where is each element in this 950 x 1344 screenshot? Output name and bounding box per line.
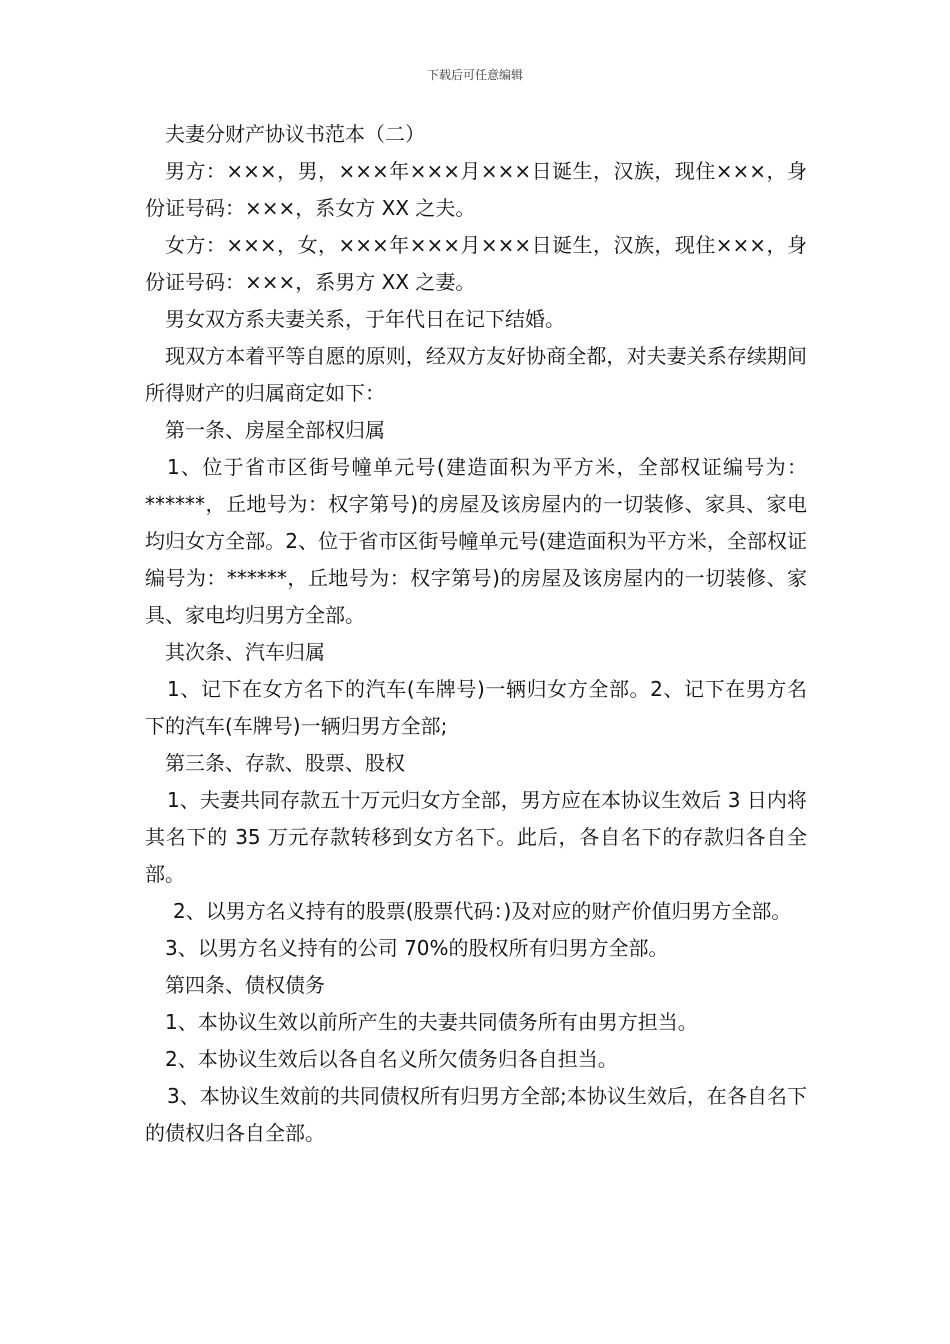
- article-3-clause-2: 2、以男方名义持有的股票(股票代码：)及对应的财产价值归男方全部。: [173, 899, 792, 923]
- article-4-clause-1: 1、本协议生效以前所产生的夫妻共同债务所有由男方担当。: [165, 1010, 698, 1034]
- document-title: 夫妻分财产协议书范本（二）: [165, 122, 425, 146]
- paragraph-wife: 女方：×××，女，×××年×××月×××日诞生，汉族，现住×××，身份证号码：×××，系男方 XX 之妻。: [145, 233, 807, 294]
- article-1-clause: 1、位于省市区街号幢单元号(建造面积为平方米，全部权证编号为：******，丘地号为：权字第号)的房屋及该房屋内的一切装修、家具、家电均归女方全部。2、位于省市区街号幢单元号(建造面积为平方米，全部权证编号为：******，丘地号为：权字第号)的房屋及该房屋内的一切装修、家具、家电均归男方全部。: [145, 455, 807, 627]
- article-2-clause: 1、记下在女方名下的汽车(车牌号)一辆归女方全部。2、记下在男方名下的汽车(车牌号)一辆归男方全部;: [145, 677, 807, 738]
- article-2-heading: 其次条、汽车归属: [165, 640, 325, 664]
- article-3-heading: 第三条、存款、股票、股权: [165, 751, 405, 775]
- paragraph-preamble: 现双方本着平等自愿的原则，经双方友好协商全都，对夫妻关系存续期间所得财产的归属商定如下：: [145, 344, 807, 405]
- page-header: 下载后可任意编辑: [426, 68, 523, 82]
- article-4-clause-2: 2、本协议生效后以各自名义所欠债务归各自担当。: [165, 1047, 618, 1071]
- document-body: [145, 116, 807, 1152]
- article-1-heading: 第一条、房屋全部权归属: [165, 418, 385, 442]
- article-4-heading: 第四条、债权债务: [165, 973, 325, 997]
- article-4-clause-3: 3、本协议生效前的共同债权所有归男方全部;本协议生效后，在各自名下的债权归各自全部。: [145, 1084, 807, 1145]
- article-3-clause-1: 1、夫妻共同存款五十万元归女方全部，男方应在本协议生效后 3 日内将其名下的 35 万元存款转移到女方名下。此后，各自名下的存款归各自全部。: [145, 788, 807, 886]
- paragraph-marriage: 男女双方系夫妻关系，于年代日在记下结婚。: [165, 307, 565, 331]
- paragraph-husband: 男方：×××，男，×××年×××月×××日诞生，汉族，现住×××，身份证号码：×××，系女方 XX 之夫。: [145, 159, 807, 220]
- article-3-clause-3: 3、以男方名义持有的公司 70%的股权所有归男方全部。: [165, 936, 669, 960]
